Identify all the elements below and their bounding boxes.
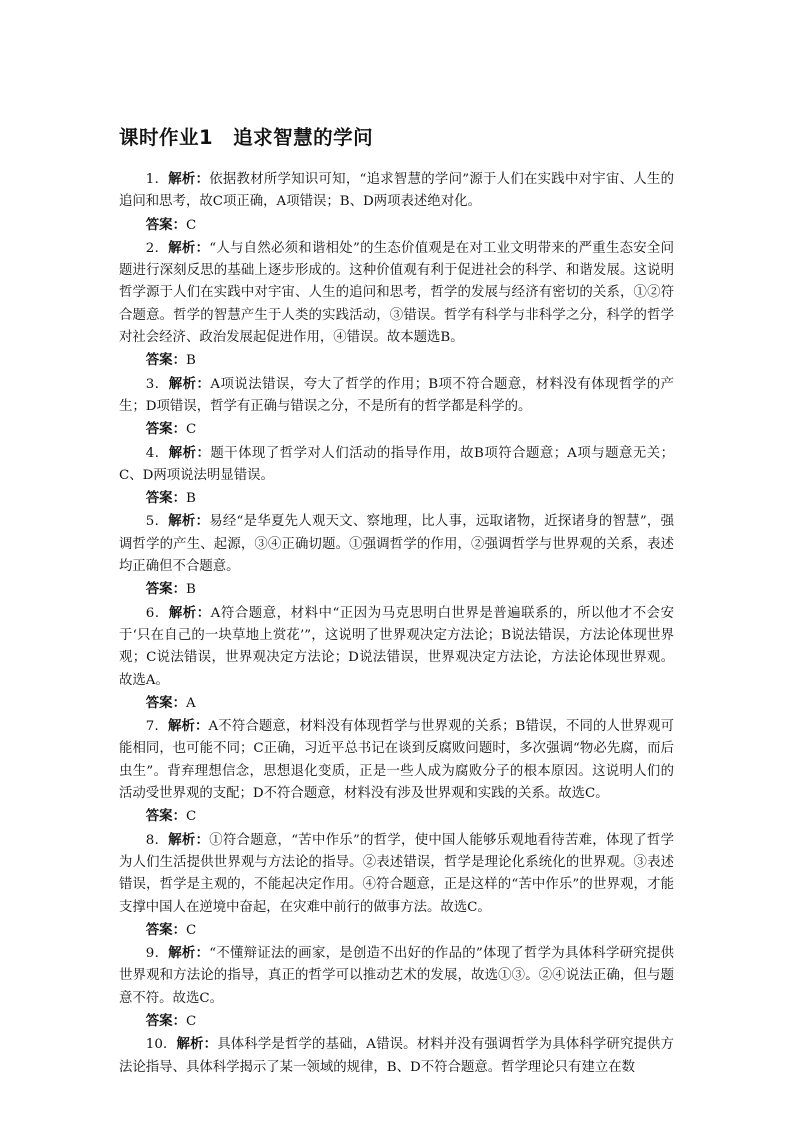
- explanation-text: 题干体现了哲学对人们活动的指导作用，故B项符合题意；A项与题意无关；C、D两项说法明显错误。: [119, 445, 674, 483]
- answer-line: [119, 578, 674, 601]
- explanation-text: A符合题意，材料中“正因为马克思明白世界是普遍联系的，所以他才不会安于‘只在自己的一块草地上赏花’”，这说明了世界观决定方法论；B说法错误，方法论体现世界观；C说法错误，世界观决定方法论；D说法错误，世界观决定方法论，方法论体现世界观。故选A。: [119, 605, 675, 688]
- explanation-text: 具体科学是哲学的基础，A错误。材料并没有强调哲学为具体科学研究提供方法论指导、具体科学揭示了某一领域的规律，B、D不符合题意。哲学理论只有建立在数: [119, 1037, 674, 1075]
- explanation-paragraph: [119, 1033, 674, 1079]
- answer-value: B: [185, 491, 196, 507]
- question-number: 1．: [145, 172, 169, 187]
- question-number: 5．: [145, 514, 169, 530]
- answer-label: 答案：: [145, 808, 186, 825]
- explanation-label: 解析：: [176, 1036, 218, 1053]
- answer-label: 答案：: [145, 1012, 186, 1029]
- explanation-label: 解析：: [168, 444, 211, 461]
- explanation-label: 解析：: [168, 171, 210, 187]
- explanation-paragraph: [119, 373, 674, 419]
- explanation-paragraph: [119, 237, 674, 349]
- answer-line: [119, 487, 674, 510]
- explanation-label: 解析：: [168, 513, 210, 530]
- answer-line: [119, 805, 674, 828]
- explanation-paragraph: [119, 168, 674, 214]
- question-number: 9．: [145, 946, 169, 962]
- answer-value: C: [185, 422, 197, 438]
- answer-label: 答案：: [145, 581, 186, 598]
- question-number: 6．: [145, 605, 169, 621]
- answer-value: B: [185, 353, 196, 369]
- explanation-label: 解析：: [168, 375, 211, 392]
- explanation-text: 依据教材所学知识可知，“追求智慧的学问”源于人们在实践中对宇宙、人生的追问和思考，故C项正确，A项错误；B、D两项表述绝对化。: [119, 172, 674, 210]
- page-title: 课时作业1 追求智慧的学问: [119, 126, 374, 149]
- explanation-text: 易经“是华夏先人观天文、察地理，比人事，远取诸物，近探诸身的智慧”，强调哲学的产生、起源，③④正确切题。①强调哲学的作用，②强调哲学与世界观的关系，表述均正确但不合题意。: [119, 514, 674, 575]
- question-number: 3．: [145, 376, 169, 392]
- explanation-label: 解析：: [168, 239, 210, 256]
- answer-label: 答案：: [145, 352, 186, 369]
- question-number: 8．: [145, 832, 169, 848]
- explanation-paragraph: [119, 829, 674, 919]
- answer-value: B: [185, 582, 196, 598]
- answer-line: [119, 418, 674, 441]
- question-number: 4．: [145, 445, 169, 461]
- explanation-text: A不符合题意，材料没有体现哲学与世界观的关系；B错误，不同的人世界观可能相同，也可能不同；C正确，习近平总书记在谈到反腐败问题时，多次强调“物必先腐，而后虫生”。背弃理想信念，思想退化变质，正是一些人成为腐败分子的根本原因。这说明人们的活动受世界观的支配；D不符合题意，材料没有涉及世界观和实践的关系。故选C。: [119, 719, 674, 802]
- answer-label: 答案：: [145, 216, 186, 233]
- answer-line: [119, 919, 674, 942]
- explanation-paragraph: [119, 602, 674, 692]
- explanation-paragraph: [119, 510, 674, 578]
- answer-line: [119, 1010, 674, 1033]
- question-number: 7．: [145, 719, 168, 735]
- answer-value: C: [185, 922, 197, 938]
- explanation-label: 解析：: [168, 945, 210, 962]
- answer-value: C: [185, 809, 197, 825]
- explanation-paragraph: [119, 442, 674, 488]
- explanation-label: 解析：: [167, 718, 209, 735]
- answer-line: [119, 349, 674, 372]
- answer-content: [119, 168, 674, 1079]
- question-number: 2．: [145, 240, 169, 256]
- explanation-text: A项说法错误，夸大了哲学的作用；B项不符合题意，材料没有体现哲学的产生；D项错误，哲学有正确与错误之分，不是所有的哲学都是科学的。: [119, 376, 674, 414]
- answer-line: [119, 692, 674, 715]
- explanation-text: “不懂辩证法的画家，是创造不出好的作品的”体现了哲学为具体科学研究提供世界观和方法论的指导，真正的哲学可以推动艺术的发展，故选①③。②④说法正确，但与题意不符。故选C。: [119, 946, 674, 1006]
- explanation-text: “人与自然必须和谐相处”的生态价值观是在对工业文明带来的严重生态安全问题进行深刻反思的基础上逐步形成的。这种价值观有利于促进社会的科学、和谐发展。这说明哲学源于人们在实践中对宇宙、人生的追问和思考，哲学的发展与经济有密切的关系，①②符合题意。哲学的智慧产生于人类的实践活动，③错误。哲学有科学与非科学之分，科学的哲学对社会经济、政治发展起促进作用，④错误。故本题选B。: [119, 240, 674, 346]
- answer-label: 答案：: [145, 694, 186, 711]
- answer-label: 答案：: [145, 490, 186, 507]
- explanation-label: 解析：: [168, 831, 210, 848]
- answer-line: [119, 214, 674, 237]
- answer-label: 答案：: [145, 921, 186, 938]
- explanation-text: ①符合题意，“苦中作乐”的哲学，使中国人能够乐观地看待苦难，体现了哲学为人们生活提供世界观与方法论的指导。②表述错误，哲学是理论化系统化的世界观。③表述错误，哲学是主观的，不能起决定作用。④符合题意，正是这样的“苦中作乐”的世界观，才能支撑中国人在逆境中奋起，在灾难中前行的做事方法。故选C。: [119, 832, 674, 915]
- question-number: 10．: [145, 1037, 177, 1053]
- answer-value: C: [185, 1013, 197, 1029]
- explanation-label: 解析：: [168, 604, 211, 621]
- answer-value: C: [185, 217, 197, 233]
- answer-value: A: [185, 695, 196, 711]
- explanation-paragraph: [119, 715, 674, 805]
- explanation-paragraph: [119, 942, 674, 1010]
- answer-label: 答案：: [145, 421, 186, 438]
